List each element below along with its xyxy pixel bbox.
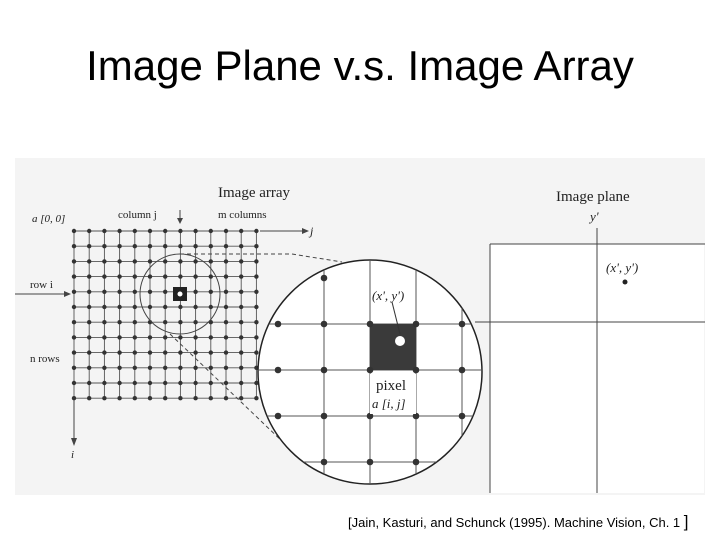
array-sample-dot — [254, 350, 258, 354]
array-sample-dot — [178, 244, 182, 248]
pixel-label: pixel — [376, 378, 406, 394]
array-sample-dot — [133, 396, 137, 400]
array-sample-dot — [117, 350, 121, 354]
array-sample-dot — [72, 320, 76, 324]
array-sample-dot — [72, 290, 76, 294]
array-sample-dot — [178, 259, 182, 263]
array-sample-dot — [254, 259, 258, 263]
array-sample-dot — [209, 350, 213, 354]
origin-label: a [0, 0] — [32, 213, 66, 225]
array-sample-dot — [239, 396, 243, 400]
y-axis-label: y' — [590, 209, 599, 224]
array-sample-dot — [148, 244, 152, 248]
image-array-title: Image array — [218, 185, 291, 201]
array-sample-dot — [87, 381, 91, 385]
array-sample-dot — [193, 396, 197, 400]
array-sample-dot — [148, 259, 152, 263]
array-sample-dot — [148, 229, 152, 233]
array-sample-dot — [163, 274, 167, 278]
array-sample-dot — [87, 305, 91, 309]
array-sample-dot — [117, 290, 121, 294]
array-sample-dot — [163, 320, 167, 324]
column-label: column j — [118, 209, 157, 221]
array-sample-dot — [239, 290, 243, 294]
array-sample-dot — [209, 274, 213, 278]
array-sample-dot — [87, 366, 91, 370]
array-sample-dot — [72, 229, 76, 233]
citation-text: [Jain, Kasturi, and Schunck (1995). Machine Vision, Ch. 1 — [348, 515, 681, 530]
array-sample-dot — [117, 244, 121, 248]
array-sample-dot — [193, 259, 197, 263]
array-sample-dot — [254, 244, 258, 248]
array-sample-dot — [178, 335, 182, 339]
array-sample-dot — [178, 381, 182, 385]
array-sample-dot — [148, 305, 152, 309]
array-sample-dot — [102, 244, 106, 248]
array-sample-dot — [87, 350, 91, 354]
array-sample-dot — [178, 274, 182, 278]
array-sample-dot — [87, 274, 91, 278]
array-sample-dot — [133, 366, 137, 370]
array-sample-dot — [133, 290, 137, 294]
array-sample-dot — [133, 350, 137, 354]
array-sample-dot — [239, 366, 243, 370]
array-sample-dot — [102, 350, 106, 354]
array-sample-dot — [72, 259, 76, 263]
i-axis-label: i — [71, 449, 75, 461]
array-sample-dot — [72, 244, 76, 248]
array-sample-dot — [133, 229, 137, 233]
array-sample-dot — [209, 244, 213, 248]
array-sample-dot — [102, 335, 106, 339]
array-sample-dot — [163, 305, 167, 309]
array-sample-dot — [254, 290, 258, 294]
array-sample-dot — [72, 396, 76, 400]
array-sample-dot — [193, 335, 197, 339]
array-sample-dot — [224, 290, 228, 294]
array-sample-dot — [148, 335, 152, 339]
array-sample-dot — [117, 335, 121, 339]
array-sample-dot — [224, 335, 228, 339]
slide-title: Image Plane v.s. Image Array — [86, 42, 634, 89]
array-sample-dot — [254, 335, 258, 339]
array-sample-dot — [239, 305, 243, 309]
array-sample-dot — [193, 244, 197, 248]
array-sample-dot — [117, 274, 121, 278]
array-sample-dot — [193, 381, 197, 385]
array-sample-dot — [239, 381, 243, 385]
array-sample-dot — [148, 366, 152, 370]
array-sample-dot — [102, 229, 106, 233]
array-sample-dot — [102, 290, 106, 294]
array-highlight-point — [178, 292, 183, 297]
array-sample-dot — [254, 305, 258, 309]
array-sample-dot — [209, 229, 213, 233]
array-sample-dot — [102, 320, 106, 324]
array-sample-dot — [209, 259, 213, 263]
array-sample-dot — [87, 259, 91, 263]
array-sample-dot — [224, 350, 228, 354]
array-sample-dot — [209, 381, 213, 385]
zoom-pixel — [370, 324, 416, 370]
array-sample-dot — [193, 350, 197, 354]
array-sample-dot — [87, 335, 91, 339]
array-sample-dot — [224, 305, 228, 309]
array-sample-dot — [254, 229, 258, 233]
array-sample-dot — [224, 366, 228, 370]
citation-bracket: ] — [683, 512, 689, 531]
array-sample-dot — [102, 396, 106, 400]
array-sample-dot — [87, 396, 91, 400]
array-sample-dot — [178, 320, 182, 324]
array-sample-dot — [72, 274, 76, 278]
image-plane-point — [623, 280, 628, 285]
array-sample-dot — [193, 274, 197, 278]
array-sample-dot — [133, 381, 137, 385]
pixel-index-label: a [i, j] — [372, 396, 406, 411]
array-sample-dot — [72, 335, 76, 339]
array-sample-dot — [239, 274, 243, 278]
array-sample-dot — [102, 366, 106, 370]
array-sample-dot — [117, 305, 121, 309]
array-sample-dot — [224, 381, 228, 385]
n-rows-label: n rows — [30, 353, 60, 365]
array-sample-dot — [193, 290, 197, 294]
array-sample-dot — [148, 350, 152, 354]
row-label: row i — [30, 279, 53, 291]
m-columns-label: m columns — [218, 209, 267, 221]
array-sample-dot — [178, 305, 182, 309]
array-sample-dot — [193, 320, 197, 324]
array-sample-dot — [87, 244, 91, 248]
array-sample-dot — [117, 229, 121, 233]
array-sample-dot — [224, 244, 228, 248]
array-sample-dot — [209, 305, 213, 309]
array-sample-dot — [163, 396, 167, 400]
array-sample-dot — [178, 350, 182, 354]
array-sample-dot — [117, 396, 121, 400]
array-sample-dot — [239, 244, 243, 248]
array-sample-dot — [117, 366, 121, 370]
array-sample-dot — [163, 381, 167, 385]
array-sample-dot — [133, 244, 137, 248]
array-sample-dot — [72, 305, 76, 309]
array-sample-dot — [163, 259, 167, 263]
array-sample-dot — [117, 259, 121, 263]
array-sample-dot — [193, 366, 197, 370]
array-sample-dot — [193, 229, 197, 233]
array-sample-dot — [178, 396, 182, 400]
array-sample-dot — [133, 305, 137, 309]
array-sample-dot — [254, 320, 258, 324]
array-sample-dot — [239, 350, 243, 354]
array-sample-dot — [72, 350, 76, 354]
array-sample-dot — [209, 290, 213, 294]
array-sample-dot — [87, 320, 91, 324]
array-sample-dot — [163, 350, 167, 354]
array-sample-dot — [224, 396, 228, 400]
array-sample-dot — [224, 320, 228, 324]
array-sample-dot — [117, 320, 121, 324]
array-sample-dot — [87, 290, 91, 294]
array-sample-dot — [163, 229, 167, 233]
array-sample-dot — [148, 396, 152, 400]
zoom-pixel-point — [395, 336, 405, 346]
array-sample-dot — [102, 274, 106, 278]
array-sample-dot — [239, 229, 243, 233]
array-sample-dot — [133, 335, 137, 339]
array-sample-dot — [72, 381, 76, 385]
array-sample-dot — [224, 274, 228, 278]
array-sample-dot — [148, 381, 152, 385]
array-sample-dot — [87, 229, 91, 233]
array-sample-dot — [224, 229, 228, 233]
array-sample-dot — [148, 274, 152, 278]
array-sample-dot — [102, 259, 106, 263]
array-sample-dot — [117, 381, 121, 385]
array-sample-dot — [133, 320, 137, 324]
array-sample-dot — [163, 335, 167, 339]
array-sample-dot — [163, 244, 167, 248]
array-sample-dot — [239, 259, 243, 263]
array-sample-dot — [239, 320, 243, 324]
array-sample-dot — [254, 396, 258, 400]
zoom-point-label: (x', y') — [372, 288, 405, 303]
array-sample-dot — [133, 259, 137, 263]
array-sample-dot — [224, 259, 228, 263]
array-sample-dot — [178, 229, 182, 233]
array-sample-dot — [102, 305, 106, 309]
j-axis-label: j — [310, 224, 314, 238]
array-sample-dot — [193, 305, 197, 309]
array-sample-dot — [254, 274, 258, 278]
image-plane-point-label: (x', y') — [606, 260, 639, 275]
array-sample-dot — [209, 366, 213, 370]
array-sample-dot — [163, 290, 167, 294]
array-sample-dot — [209, 396, 213, 400]
array-sample-dot — [178, 366, 182, 370]
image-plane-title: Image plane — [556, 189, 630, 205]
array-sample-dot — [148, 290, 152, 294]
array-sample-dot — [72, 366, 76, 370]
array-sample-dot — [102, 381, 106, 385]
citation — [348, 512, 689, 532]
array-sample-dot — [209, 335, 213, 339]
array-sample-dot — [163, 366, 167, 370]
array-sample-dot — [133, 274, 137, 278]
array-sample-dot — [239, 335, 243, 339]
